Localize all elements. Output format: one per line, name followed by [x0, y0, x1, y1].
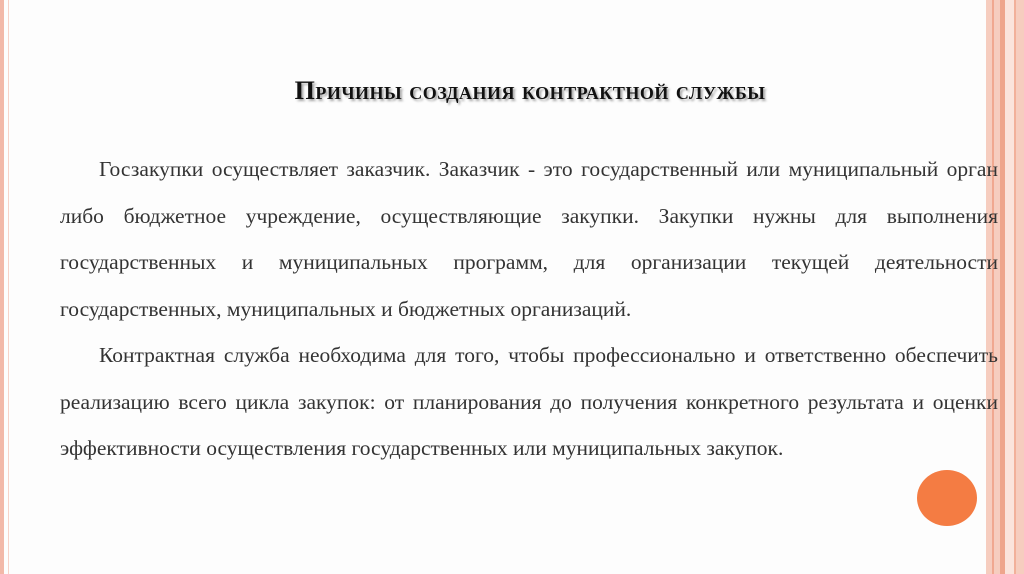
slide-body — [60, 146, 998, 472]
right-band-highlight — [1005, 0, 1014, 574]
slide-title: Причины создания контрактной службы — [294, 76, 766, 105]
left-border-inner-line — [8, 0, 9, 574]
paragraph-contract-service: Контрактная служба необходима для того, чтобы профессионально и ответственно обеспечить реализацию всего цикла закупок: от планирования до получения конкретного результата и оценки эффективности осуществления государственных или муниципальных закупок. — [60, 343, 998, 460]
paragraph-procurement: Госзакупки осуществляет заказчик. Заказчик - это государственный или муниципальный орган либо бюджетное учреждение, осуществляющие закупки. Закупки нужны для выполнения государственных и муниципальных программ, для организации текущей деятельности государственных, муниципальных и бюджетных организаций. — [60, 157, 998, 321]
left-border-line — [0, 0, 4, 574]
right-stripe-middle — [1000, 0, 1005, 574]
right-stripe-inner — [1014, 0, 1016, 574]
orange-circle-decoration — [917, 470, 977, 526]
